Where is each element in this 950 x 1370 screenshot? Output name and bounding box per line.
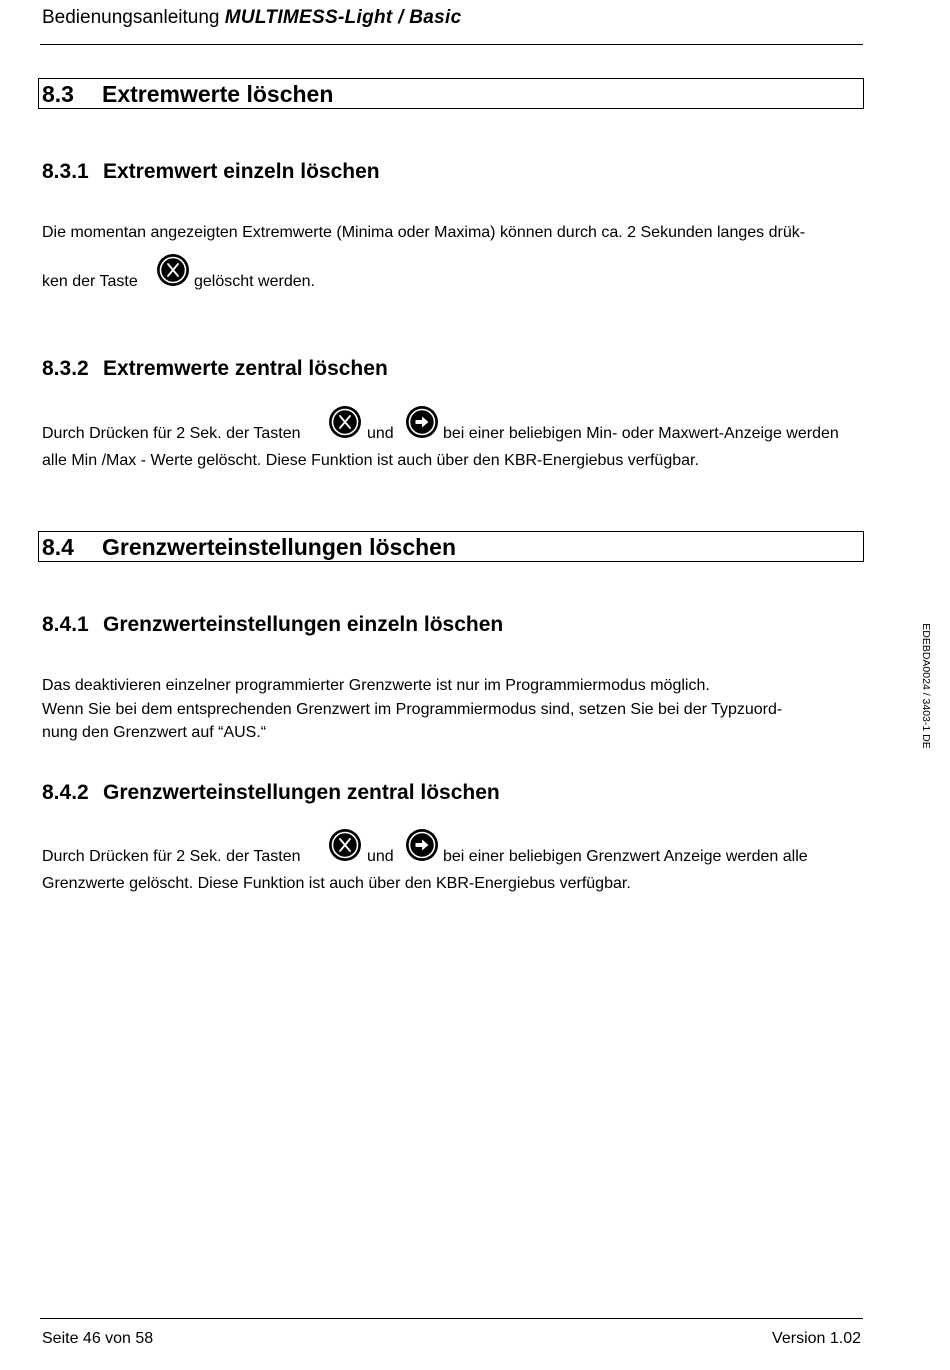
document-header [42,6,461,30]
section-box-8-4 [38,531,864,562]
subsection-title: Extremwerte zentral löschen [103,357,388,380]
paragraph-line-after-icon: bei einer beliebigen Grenzwert Anzeige werden alle [443,848,808,865]
subsection-number: 8.4.1 [42,613,89,636]
subsection-heading-8-4-1 [42,613,503,637]
paragraph-conjunction: und [367,425,394,442]
paragraph-line-after-icon: bei einer beliebigen Min- oder Maxwert-Anzeige werden [443,425,839,442]
header-prefix: Bedienungsanleitung [42,7,220,28]
paragraph-line-after-icon: gelöscht werden. [194,273,315,290]
subsection-title: Grenzwerteinstellungen zentral löschen [103,781,500,804]
paragraph-line: Wenn Sie bei dem entsprechenden Grenzwert im Programmiermodus sind, setzen Sie bei der Typzuord- [42,701,783,718]
section-number: 8.3 [42,81,74,107]
clear-x-key-icon [328,405,362,439]
section-box-8-3 [38,78,864,109]
subsection-title: Extremwert einzeln löschen [103,160,380,183]
paragraph-conjunction: und [367,848,394,865]
subsection-heading-8-4-2 [42,781,500,805]
section-title: Grenzwerteinstellungen löschen [102,534,457,560]
page-number: Seite 46 von 58 [42,1330,154,1347]
subsection-number: 8.3.1 [42,160,89,183]
subsection-number: 8.3.2 [42,357,89,380]
footer-rule [40,1318,863,1319]
header-rule [40,44,863,45]
version-label: Version 1.02 [772,1330,861,1347]
paragraph-line: nung den Grenzwert auf “AUS.“ [42,724,267,741]
arrow-right-key-icon [405,405,439,439]
arrow-right-key-icon [405,828,439,862]
paragraph-line: Die momentan angezeigten Extremwerte (Minima oder Maxima) können durch ca. 2 Sekunden langes drük- [42,224,806,241]
paragraph-line-before-icon: Durch Drücken für 2 Sek. der Tasten [42,848,301,865]
subsection-heading-8-3-2 [42,357,388,381]
clear-x-key-icon [328,828,362,862]
section-title: Extremwerte löschen [102,81,334,107]
paragraph-line-before-icon: ken der Taste [42,273,138,290]
document-code: EDEBDA0024 / 3403-1 DE [920,623,932,749]
header-product-name: MULTIMESS-Light / Basic [224,7,462,28]
paragraph-line-before-icon: Durch Drücken für 2 Sek. der Tasten [42,425,301,442]
paragraph-line: Grenzwerte gelöscht. Diese Funktion ist auch über den KBR-Energiebus verfügbar. [42,875,631,892]
subsection-heading-8-3-1 [42,160,380,184]
clear-x-key-icon [156,253,190,287]
section-number: 8.4 [42,534,74,560]
subsection-number: 8.4.2 [42,781,89,804]
subsection-title: Grenzwerteinstellungen einzeln löschen [103,613,504,636]
paragraph-line: alle Min /Max - Werte gelöscht. Diese Funktion ist auch über den KBR-Energiebus verfügbar. [42,452,699,469]
paragraph-line: Das deaktivieren einzelner programmierter Grenzwerte ist nur im Programmiermodus möglich. [42,677,710,694]
